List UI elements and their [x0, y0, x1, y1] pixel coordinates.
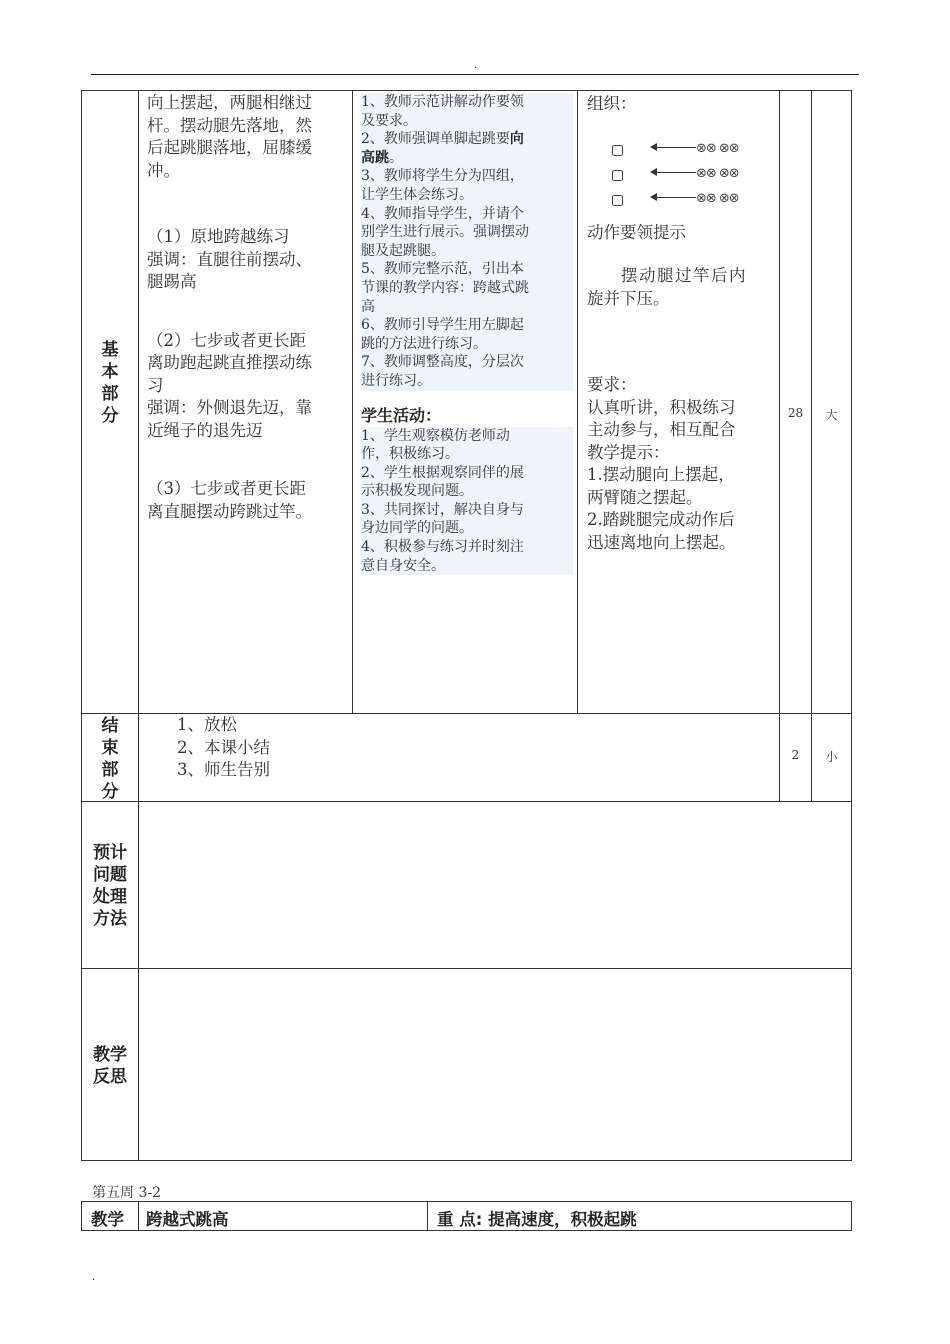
- footer-dot: .: [92, 1272, 96, 1283]
- tips-text: 摆动腿过竿后内 旋并下压。: [587, 266, 747, 308]
- formation-row: [610, 168, 780, 182]
- tips-title: 动作要领提示: [587, 223, 686, 242]
- table-bottom-border: [81, 1160, 852, 1161]
- teacher-col-border: [577, 90, 578, 713]
- table-left-border: [81, 90, 82, 1160]
- student-activities-title: 学生活动：: [361, 405, 442, 425]
- reflection-section-label: 教学 反思: [93, 1045, 127, 1087]
- basic-intensity: 大: [825, 408, 838, 422]
- row-divider-3: [81, 968, 852, 969]
- ending-intensity: 小: [825, 750, 838, 764]
- content-col-border: [352, 90, 353, 713]
- teacher-activities: 1、教师示范讲解动作要领 及要求。 2、教师强调单脚起跳要向 高跳。 3、教师将学生分为四组， 让学生体会练习。 4、教师指导学生，并请个 别学生进行展示。强调摆动 腿及起跳腿。 5、教师完整示范，引出本 节课的教学内容：跨越式跳 高 6、教师引导学生用左脚起 跳的方法进行练习。 7、教师调整高度，分层次 进行练习。 学生活动： 1、学生观察模仿老师动 作，积极练习。 2、学生根据观察同伴的展 示积极发现问题。 3、共同探讨，解决自身与 身边同学的问题。 4、积极参与练习并时刻注 意自身安全。: [361, 93, 573, 575]
- barrel-icon: [612, 195, 623, 206]
- time-col-border: [811, 90, 812, 801]
- basic-section-label: 基 本 部 分: [101, 340, 119, 426]
- table-top-border: [81, 90, 852, 91]
- row-divider-2: [81, 801, 852, 802]
- basic-content: 向上摆起，两腿相继过 杆。摆动腿先落地，然 后起跳腿落地，屈膝缓 冲。 （1）原地跨越练习 强调：直腿往前摆动、 腿踢高 （2）七步或者更长距 离助跑起跳直推摆动练 习 强调：外侧退先迈，靠 近绳子的退先迈 （3）七步或者更长距 离直腿摆动跨跳过竿。: [147, 93, 312, 521]
- next-col-topic: 跨越式跳高: [146, 1210, 229, 1229]
- org-title: 组织：: [587, 94, 637, 113]
- ending-items: 1、放松 2、本课小结 3、师生告别: [177, 715, 270, 779]
- barrel-icon: [612, 145, 623, 156]
- students-icon: ⊗⊗ ⊗⊗: [696, 166, 739, 181]
- ending-time: 2: [791, 748, 800, 762]
- requirements: 要求： 认真听讲，积极练习 主动参与，相互配合 教学提示： 1.摆动腿向上摆起， 两臂随之摆起。 2.踏跳腿完成动作后 迅速离地向上摆起。: [587, 375, 736, 552]
- ending-section-label: 结 束 部 分: [101, 716, 119, 802]
- students-icon: ⊗⊗ ⊗⊗: [696, 191, 739, 206]
- next-col-teaching: 教学: [91, 1210, 124, 1229]
- basic-time: 28: [787, 406, 804, 420]
- next-col-focus: 重 点: 提高速度，积极起跳: [437, 1210, 637, 1229]
- students-icon: ⊗⊗ ⊗⊗: [696, 141, 739, 156]
- table-right-border: [851, 90, 852, 1160]
- header-rule: [91, 74, 859, 75]
- label-col-border: [138, 90, 139, 1160]
- problems-section-label: 预计 问题 处理 方法: [93, 843, 127, 929]
- barrel-icon: [612, 170, 623, 181]
- week-label: 第五周 3-2: [92, 1185, 161, 1201]
- formation-row: [610, 193, 780, 207]
- header-dot: .: [474, 60, 478, 71]
- formation-row: [610, 143, 780, 157]
